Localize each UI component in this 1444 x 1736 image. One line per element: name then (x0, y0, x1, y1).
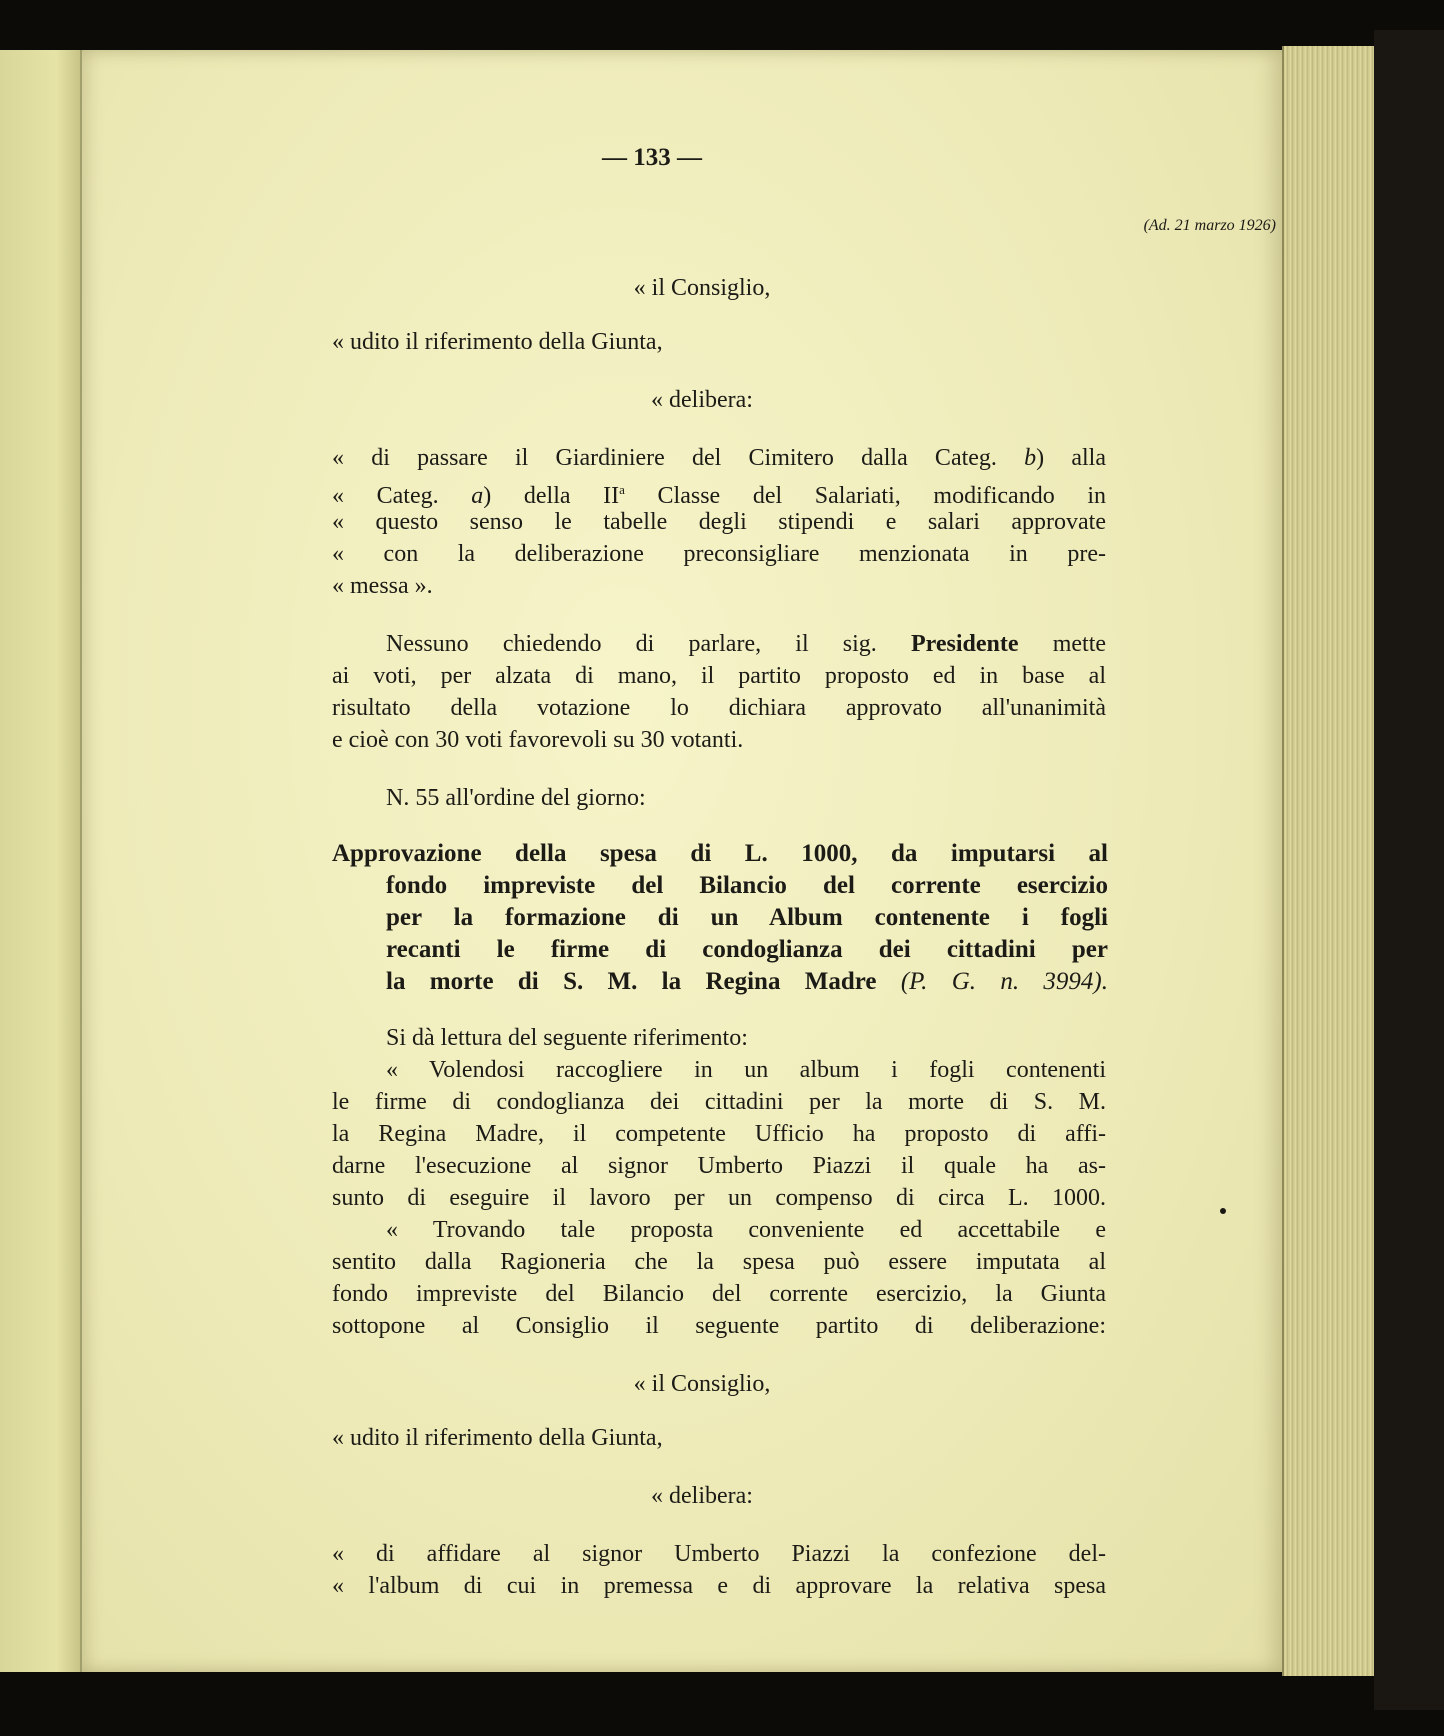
resolution-line: « con la deliberazione preconsigliare menzionata in pre- (332, 541, 1106, 567)
vote-line: e cioè con 30 voti favorevoli su 30 votanti. (332, 727, 744, 753)
resolution-line: « l'album di cui in premessa e di approvare la relativa spesa (332, 1573, 1106, 1599)
vote-text-start: Nessuno chiedendo di parlare, il sig. (386, 631, 877, 657)
heading-line: fondo impreviste del Bilancio del corrente esercizio (386, 872, 1108, 899)
resolution-heard-line: « udito il riferimento della Giunta, (332, 1425, 663, 1451)
reading-intro: Si dà lettura del seguente riferimento: (386, 1025, 748, 1051)
heading-line: per la formazione di un Album contenente i fogli (386, 904, 1108, 931)
resolution-delibera: « delibera: (651, 387, 753, 413)
vote-text-end: mette (1052, 631, 1107, 657)
heading-line: recanti le firme di condoglianza dei cittadini per (386, 936, 1108, 963)
vote-line: ai voti, per alzata di mano, il partito proposto ed in base al (332, 663, 1106, 689)
report-line: sentito dalla Ragioneria che la spesa può essere imputata al (332, 1249, 1106, 1275)
vote-line: risultato della votazione lo dichiara approvato all'unanimità (332, 695, 1106, 721)
resolution-line: « messa ». (332, 573, 433, 599)
book-cover-edge (1374, 30, 1444, 1710)
report-line: darne l'esecuzione al signor Umberto Piazzi il quale ha as- (332, 1153, 1106, 1179)
vote-line (386, 628, 1106, 660)
resolution-opening: « il Consiglio, (633, 275, 771, 301)
report-line: fondo impreviste del Bilancio del corrente esercizio, la Giunta (332, 1281, 1106, 1307)
report-line: sottopone al Consiglio il seguente partito di deliberazione: (332, 1313, 1106, 1339)
heading-line: Approvazione della spesa di L. 1000, da imputarsi al (332, 840, 1108, 867)
page-number: — 133 — (602, 144, 702, 171)
resolution-line: « questo senso le tabelle degli stipendi e salari approvate (332, 509, 1106, 535)
margin-date-note: (Ad. 21 marzo 1926) (1143, 217, 1276, 234)
resolution-heard-line: « udito il riferimento della Giunta, (332, 329, 663, 355)
resolution-line: « di passare il Giardiniere del Cimitero dalla Categ. b) alla (332, 445, 1106, 471)
left-page-edge (0, 50, 83, 1672)
heading-last-text: la morte di S. M. la Regina Madre (386, 968, 877, 995)
resolution-line: « Categ. a) della $II^a$ Classe del Salariati, modificando in (332, 482, 1106, 509)
protocol-reference: (P. G. n. 3994). (900, 968, 1108, 995)
report-line: sunto di eseguire il lavoro per un compenso di circa L. 1000. (332, 1185, 1106, 1211)
report-line: « Trovando tale proposta conveniente ed accettabile e (386, 1217, 1106, 1243)
report-line: la Regina Madre, il competente Ufficio ha proposto di affi- (332, 1121, 1106, 1147)
report-line: « Volendosi raccogliere in un album i fogli contenenti (386, 1057, 1106, 1083)
heading-line (386, 966, 1108, 998)
page-stack-edges (1282, 46, 1376, 1676)
president-label: Presidente (910, 631, 1019, 657)
agenda-item: N. 55 all'ordine del giorno: (386, 785, 646, 811)
ink-speck (1220, 1208, 1226, 1214)
page-sheet (82, 50, 1282, 1672)
resolution-line: « di affidare al signor Umberto Piazzi la confezione del- (332, 1541, 1106, 1567)
resolution-opening: « il Consiglio, (633, 1371, 771, 1397)
resolution-delibera: « delibera: (651, 1483, 753, 1509)
report-line: le firme di condoglianza dei cittadini per la morte di S. M. (332, 1089, 1106, 1115)
